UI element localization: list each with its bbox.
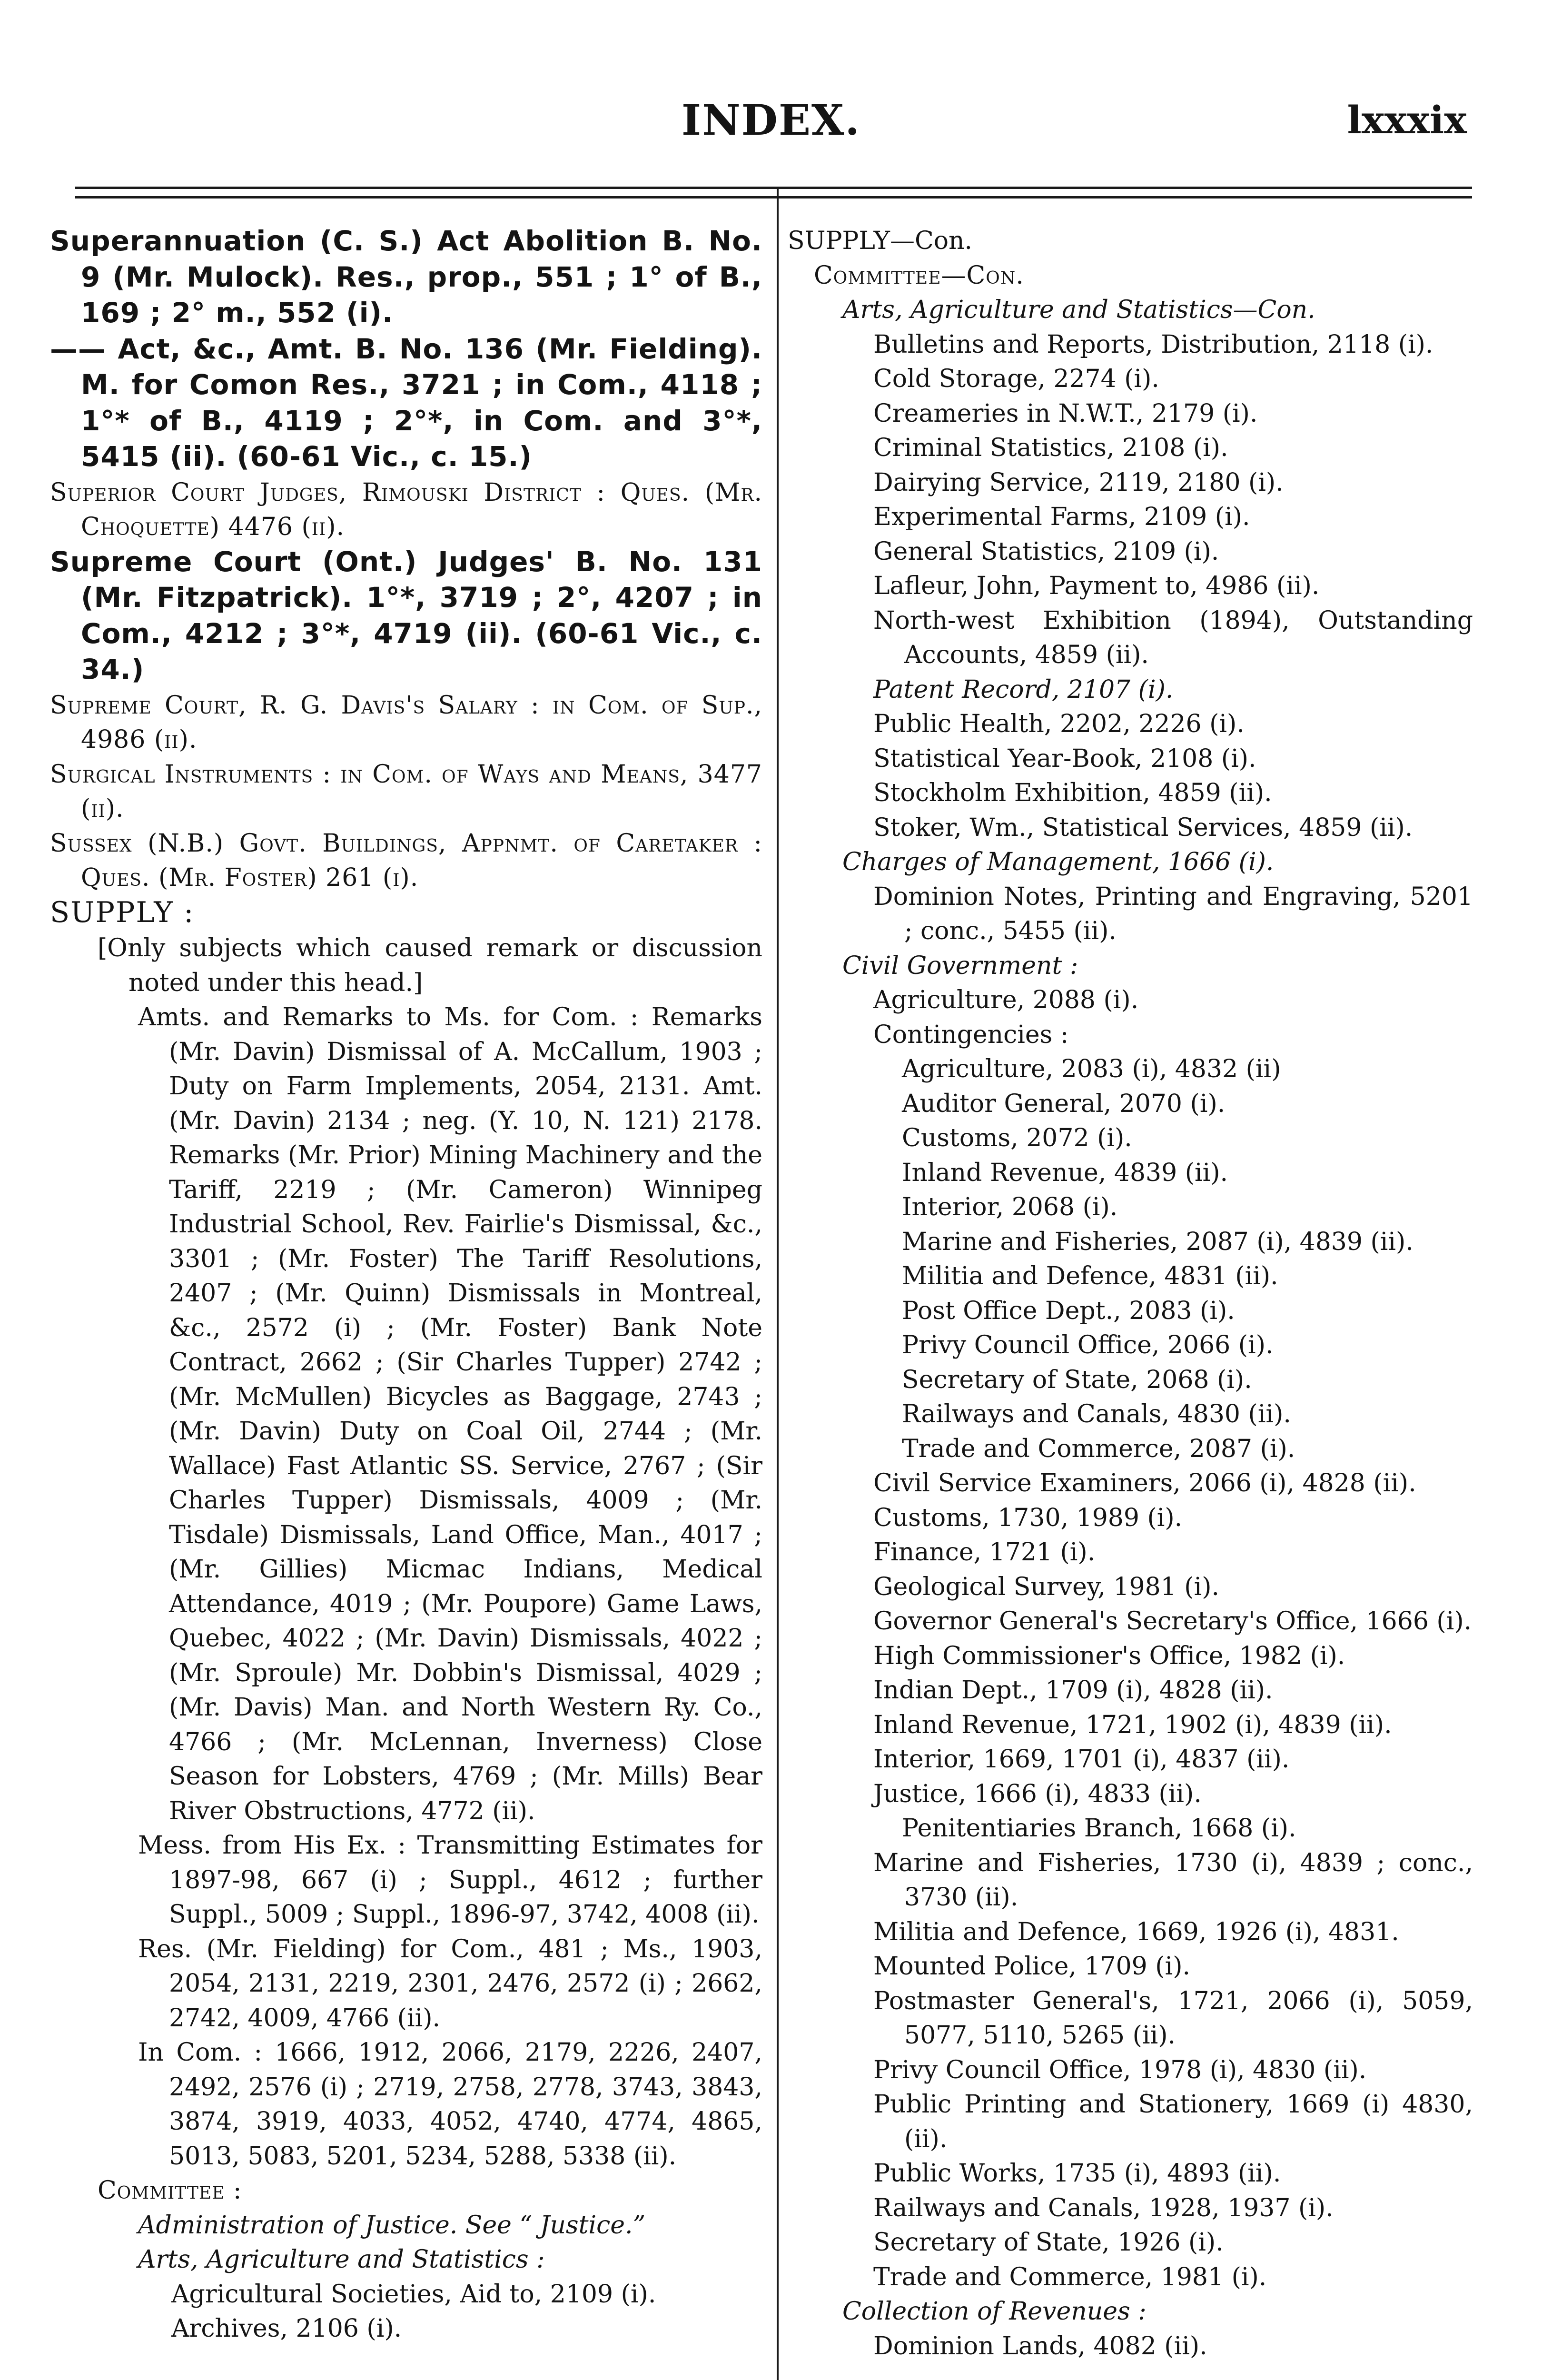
page-number: lxxxix — [1347, 98, 1467, 142]
index-entry-text: Archives, 2106 (i). — [171, 2314, 402, 2343]
index-entry-text: —— Act, &c., Amt. B. No. 136 (Mr. Fielding). M. for Comon Res., 3721 ; in Com., 4118 ; 1°* of B., 4119 ; 2°*, in Com. and 3°*, 5415 (ii). (60-61 Vic., c. 15.) — [50, 332, 762, 473]
index-entry — [788, 431, 1473, 466]
index-entry-text: Indian Dept., 1709 (i), 4828 (ii). — [873, 1676, 1273, 1705]
index-entry — [50, 826, 762, 895]
index-entry — [788, 1535, 1473, 1570]
index-entry — [788, 811, 1473, 845]
index-entry-text: Marine and Fisheries, 2087 (i), 4839 (ii). — [902, 1227, 1414, 1256]
index-entry-text: Arts, Agriculture and Statistics—Con. — [842, 296, 1315, 324]
index-entry — [788, 1259, 1473, 1294]
index-entry — [788, 1742, 1473, 1777]
index-entry-text: Experimental Farms, 2109 (i). — [873, 503, 1250, 531]
index-entry — [788, 880, 1473, 949]
index-entry — [788, 1570, 1473, 1605]
column-divider — [777, 187, 779, 2380]
index-entry-text: Cold Storage, 2274 (i). — [873, 365, 1159, 393]
index-entry — [788, 2329, 1473, 2364]
right-column — [788, 224, 1473, 2363]
index-entry-text: Privy Council Office, 1978 (i), 4830 (ii). — [873, 2055, 1367, 2084]
index-entry — [788, 1604, 1473, 1639]
index-entry-text: Superior Court Judges, Rimouski District : Ques. (Mr. Choquette) 4476 (ii). — [50, 478, 762, 541]
index-entry — [50, 895, 762, 932]
index-entry-text: Civil Government : — [842, 951, 1078, 980]
index-entry — [788, 845, 1473, 880]
index-entry — [788, 2225, 1473, 2260]
index-entry-text: Public Health, 2202, 2226 (i). — [873, 710, 1245, 738]
index-entry-text: Patent Record, 2107 (i). — [873, 675, 1174, 704]
index-entry — [50, 2208, 762, 2243]
index-entry — [788, 2053, 1473, 2088]
index-entry-text: Civil Service Examiners, 2066 (i), 4828 (ii). — [873, 1469, 1416, 1497]
index-entry-text: Res. (Mr. Fielding) for Com., 481 ; Ms., 1903, 2054, 2131, 2219, 2301, 2476, 2572 (i) ; 2662, 2742, 4009, 4766 (ii). — [138, 1934, 762, 2033]
index-entry — [788, 1846, 1473, 1915]
index-entry-text: Trade and Commerce, 2087 (i). — [902, 1434, 1295, 1463]
index-entry-text: Railways and Canals, 4830 (ii). — [902, 1400, 1291, 1428]
index-entry-text: Charges of Management, 1666 (i). — [842, 848, 1274, 876]
index-entry-text: Creameries in N.W.T., 2179 (i). — [873, 399, 1258, 428]
index-entry-text: General Statistics, 2109 (i). — [873, 537, 1219, 566]
index-entry-text: Contingencies : — [873, 1020, 1069, 1049]
index-entry — [788, 1121, 1473, 1156]
index-entry — [788, 2156, 1473, 2191]
index-entry-text: In Com. : 1666, 1912, 2066, 2179, 2226, 2407, 2492, 2576 (i) ; 2719, 2758, 2778, 3743, 3843, 3874, 3919, 4033, 4052, 4740, 4774, 4865, 5013, 5083, 5201, 5234, 5288, 5338 (ii). — [138, 2038, 762, 2171]
index-entry-text: Bulletins and Reports, Distribution, 2118 (i). — [873, 330, 1433, 359]
index-entry — [788, 2260, 1473, 2295]
index-entry-text: Mounted Police, 1709 (i). — [873, 1952, 1191, 1981]
index-entry-text: Customs, 2072 (i). — [902, 1124, 1132, 1152]
index-entry — [50, 2035, 762, 2173]
index-entry — [788, 1087, 1473, 1121]
index-entry — [50, 2311, 762, 2346]
index-entry — [788, 1294, 1473, 1329]
index-entry-text: Governor General's Secretary's Office, 1666 (i). — [873, 1607, 1472, 1636]
index-entry — [788, 397, 1473, 431]
index-entry — [788, 1190, 1473, 1225]
index-entry-text: Mess. from His Ex. : Transmitting Estimates for 1897-98, 667 (i) ; Suppl., 4612 ; further Suppl., 5009 ; Suppl., 1896-97, 3742, 4008 (ii). — [138, 1831, 762, 1929]
index-entry-text: Penitentiaries Branch, 1668 (i). — [902, 1814, 1296, 1843]
index-entry-text: High Commissioner's Office, 1982 (i). — [873, 1641, 1345, 1670]
index-entry-text: Dominion Notes, Printing and Engraving, 5201 ; conc., 5455 (ii). — [873, 882, 1473, 945]
index-entry — [788, 1984, 1473, 2053]
header-rule-bottom — [75, 196, 1472, 198]
index-entry-text: Railways and Canals, 1928, 1937 (i). — [873, 2193, 1334, 2222]
index-entry — [788, 1639, 1473, 1674]
index-entry — [50, 2242, 762, 2277]
index-entry — [788, 1432, 1473, 1467]
header-rule-top — [75, 187, 1472, 189]
index-entry-text: Stockholm Exhibition, 4859 (ii). — [873, 779, 1272, 807]
index-entry — [788, 776, 1473, 811]
index-entry — [50, 224, 762, 332]
index-entry-text: Surgical Instruments : in Com. of Ways and Means, 3477 (ii). — [50, 760, 762, 823]
index-entry — [50, 545, 762, 688]
index-entry-text: Finance, 1721 (i). — [873, 1538, 1096, 1567]
index-entry — [788, 258, 1473, 293]
index-entry — [788, 1363, 1473, 1398]
index-entry — [788, 1501, 1473, 1536]
index-entry — [50, 931, 762, 1000]
index-entry — [788, 1466, 1473, 1501]
index-entry — [788, 293, 1473, 327]
index-entry-text: Superannuation (C. S.) Act Abolition B. No. 9 (Mr. Mulock). Res., prop., 551 ; 1° of B., 169 ; 2° m., 552 (i). — [50, 225, 762, 329]
index-entry — [788, 1915, 1473, 1950]
index-entry — [788, 949, 1473, 983]
index-entry-text: Agriculture, 2083 (i), 4832 (ii) — [902, 1055, 1281, 1083]
index-entry — [788, 362, 1473, 397]
index-entry-text: Statistical Year-Book, 2108 (i). — [873, 744, 1256, 773]
index-entry-text: Militia and Defence, 1669, 1926 (i), 4831. — [873, 1917, 1399, 1946]
index-entry-text: Administration of Justice. See “ Justice.” — [138, 2211, 646, 2240]
index-entry — [788, 1052, 1473, 1087]
index-entry-text: Dairying Service, 2119, 2180 (i). — [873, 468, 1284, 497]
index-entry — [50, 757, 762, 826]
index-entry-text: SUPPLY : — [50, 895, 195, 929]
index-entry — [788, 742, 1473, 776]
index-entry-text: [Only subjects which caused remark or discussion noted under this head.] — [98, 934, 762, 997]
index-entry — [788, 673, 1473, 707]
index-entry-text: Justice, 1666 (i), 4833 (ii). — [873, 1779, 1202, 1808]
index-entry-text: Stoker, Wm., Statistical Services, 4859 (ii). — [873, 813, 1413, 842]
left-column — [50, 224, 762, 2346]
index-entry-text: Committee—Con. — [814, 261, 1024, 290]
index-entry — [788, 1156, 1473, 1190]
index-entry-text: Public Printing and Stationery, 1669 (i) 4830, (ii). — [873, 2090, 1473, 2153]
index-entry — [788, 569, 1473, 604]
index-entry — [788, 1811, 1473, 1846]
page-header — [0, 0, 1542, 157]
index-entry-text: Dominion Lands, 4082 (ii). — [873, 2331, 1207, 2360]
index-entry-text: Supreme Court (Ont.) Judges' B. No. 131 (Mr. Fitzpatrick). 1°*, 3719 ; 2°, 4207 ; in Com., 4212 ; 3°*, 4719 (ii). (60-61 Vic., c. 34.) — [50, 545, 762, 685]
index-entry — [50, 688, 762, 757]
index-entry — [788, 707, 1473, 742]
index-entry-text: Postmaster General's, 1721, 2066 (i), 5059, 5077, 5110, 5265 (ii). — [873, 1986, 1473, 2050]
index-entry-text: Interior, 2068 (i). — [902, 1193, 1118, 1221]
index-entry-text: Criminal Statistics, 2108 (i). — [873, 434, 1228, 462]
index-entry-text: Auditor General, 2070 (i). — [902, 1089, 1226, 1118]
index-entry-text: Trade and Commerce, 1981 (i). — [873, 2262, 1267, 2291]
running-title: INDEX. — [682, 95, 860, 145]
index-entry — [788, 1708, 1473, 1743]
index-entry — [788, 604, 1473, 673]
index-entry-text: Customs, 1730, 1989 (i). — [873, 1503, 1183, 1532]
index-entry-text: Collection of Revenues : — [842, 2297, 1147, 2326]
index-entry — [788, 1328, 1473, 1363]
index-entry — [788, 2191, 1473, 2226]
index-entry-text: Marine and Fisheries, 1730 (i), 4839 ; conc., 3730 (ii). — [873, 1848, 1473, 1912]
index-entry-text: Arts, Agriculture and Statistics : — [138, 2245, 545, 2274]
index-entry — [788, 1949, 1473, 1984]
index-entry-text: North-west Exhibition (1894), Outstanding Accounts, 4859 (ii). — [873, 606, 1473, 669]
index-entry-text: Inland Revenue, 4839 (ii). — [902, 1158, 1228, 1187]
index-entry-text: Interior, 1669, 1701 (i), 4837 (ii). — [873, 1745, 1290, 1774]
index-entry — [788, 1397, 1473, 1432]
index-entry-text: Privy Council Office, 2066 (i). — [902, 1331, 1274, 1359]
index-entry — [788, 327, 1473, 362]
index-entry-text: Secretary of State, 1926 (i). — [873, 2228, 1224, 2257]
index-entry-text: Committee : — [98, 2176, 242, 2205]
index-entry — [788, 466, 1473, 500]
index-entry — [50, 2277, 762, 2312]
index-entry-text: Public Works, 1735 (i), 4893 (ii). — [873, 2159, 1281, 2188]
index-entry — [50, 332, 762, 476]
index-entry-text: Agricultural Societies, Aid to, 2109 (i). — [171, 2280, 656, 2309]
index-entry-text: Sussex (N.B.) Govt. Buildings, Appnmt. of Caretaker : Ques. (Mr. Foster) 261 (i). — [50, 829, 762, 892]
index-entry — [788, 535, 1473, 569]
index-entry-text: Agriculture, 2088 (i). — [873, 986, 1139, 1014]
index-entry-text: SUPPLY—Con. — [788, 227, 973, 255]
index-entry — [788, 983, 1473, 1018]
index-entry — [788, 1673, 1473, 1708]
index-entry-text: Militia and Defence, 4831 (ii). — [902, 1262, 1278, 1290]
index-entry — [788, 1225, 1473, 1259]
index-entry — [788, 1018, 1473, 1052]
index-entry-text: Supreme Court, R. G. Davis's Salary : in Com. of Sup., 4986 (ii). — [50, 691, 762, 754]
index-entry — [50, 1932, 762, 2036]
index-entry — [788, 224, 1473, 258]
index-entry — [50, 476, 762, 545]
index-entry-text: Lafleur, John, Payment to, 4986 (ii). — [873, 572, 1320, 600]
index-entry — [788, 500, 1473, 535]
index-entry-text: Post Office Dept., 2083 (i). — [902, 1296, 1235, 1325]
index-entry — [788, 1777, 1473, 1812]
index-entry — [788, 2087, 1473, 2156]
index-entry-text: Geological Survey, 1981 (i). — [873, 1572, 1220, 1601]
index-entry — [50, 2173, 762, 2208]
index-entry — [788, 2294, 1473, 2329]
index-entry-text: Inland Revenue, 1721, 1902 (i), 4839 (ii). — [873, 1710, 1392, 1739]
index-entry-text: Amts. and Remarks to Ms. for Com. : Remarks (Mr. Davin) Dismissal of A. McCallum, 1903 ; Duty on Farm Implements, 2054, 2131. Amt. (Mr. Davin) 2134 ; neg. (Y. 10, N. 121) 2178. Remarks (Mr. Prior) Mining Machinery and the Tariff, 2219 ; (Mr. Cameron) Winnipeg Industrial School, Rev. Fairlie's Dismissal, &c., 3301 ; (Mr. Foster) The Tariff Resolutions, 2407 ; (Mr. Quinn) Dismissals in Montreal, &c., 2572 (i) ; (Mr. Foster) Bank Note Contract, 2662 ; (Sir Charles Tupper) 2742 ; (Mr. McMullen) Bicycles as Baggage, 2743 ; (Mr. Davin) Duty on Coal Oil, 2744 ; (Mr. Wallace) Fast Atlantic SS. Service, 2767 ; (Sir Charles Tupper) Dismissals, 4009 ; (Mr. Tisdale) Dismissals, Land Office, Man., 4017 ; (Mr. Gillies) Micmac Indians, Medical Attendance, 4019 ; (Mr. Poupore) Game Laws, Quebec, 4022 ; (Mr. Davin) Dismissals, 4022 ; (Mr. Sproule) Mr. Dobbin's Dismissal, 4029 ; (Mr. Davis) Man. and North Western Ry. Co., 4766 ; (Mr. McLennan, Inverness) Close Season for Lobsters, 4769 ; (Mr. Mills) Bear River Obstructions, 4772 (ii). — [138, 1003, 762, 1825]
index-entry — [50, 1000, 762, 1828]
index-entry — [50, 1828, 762, 1932]
index-entry-text: Secretary of State, 2068 (i). — [902, 1365, 1252, 1394]
